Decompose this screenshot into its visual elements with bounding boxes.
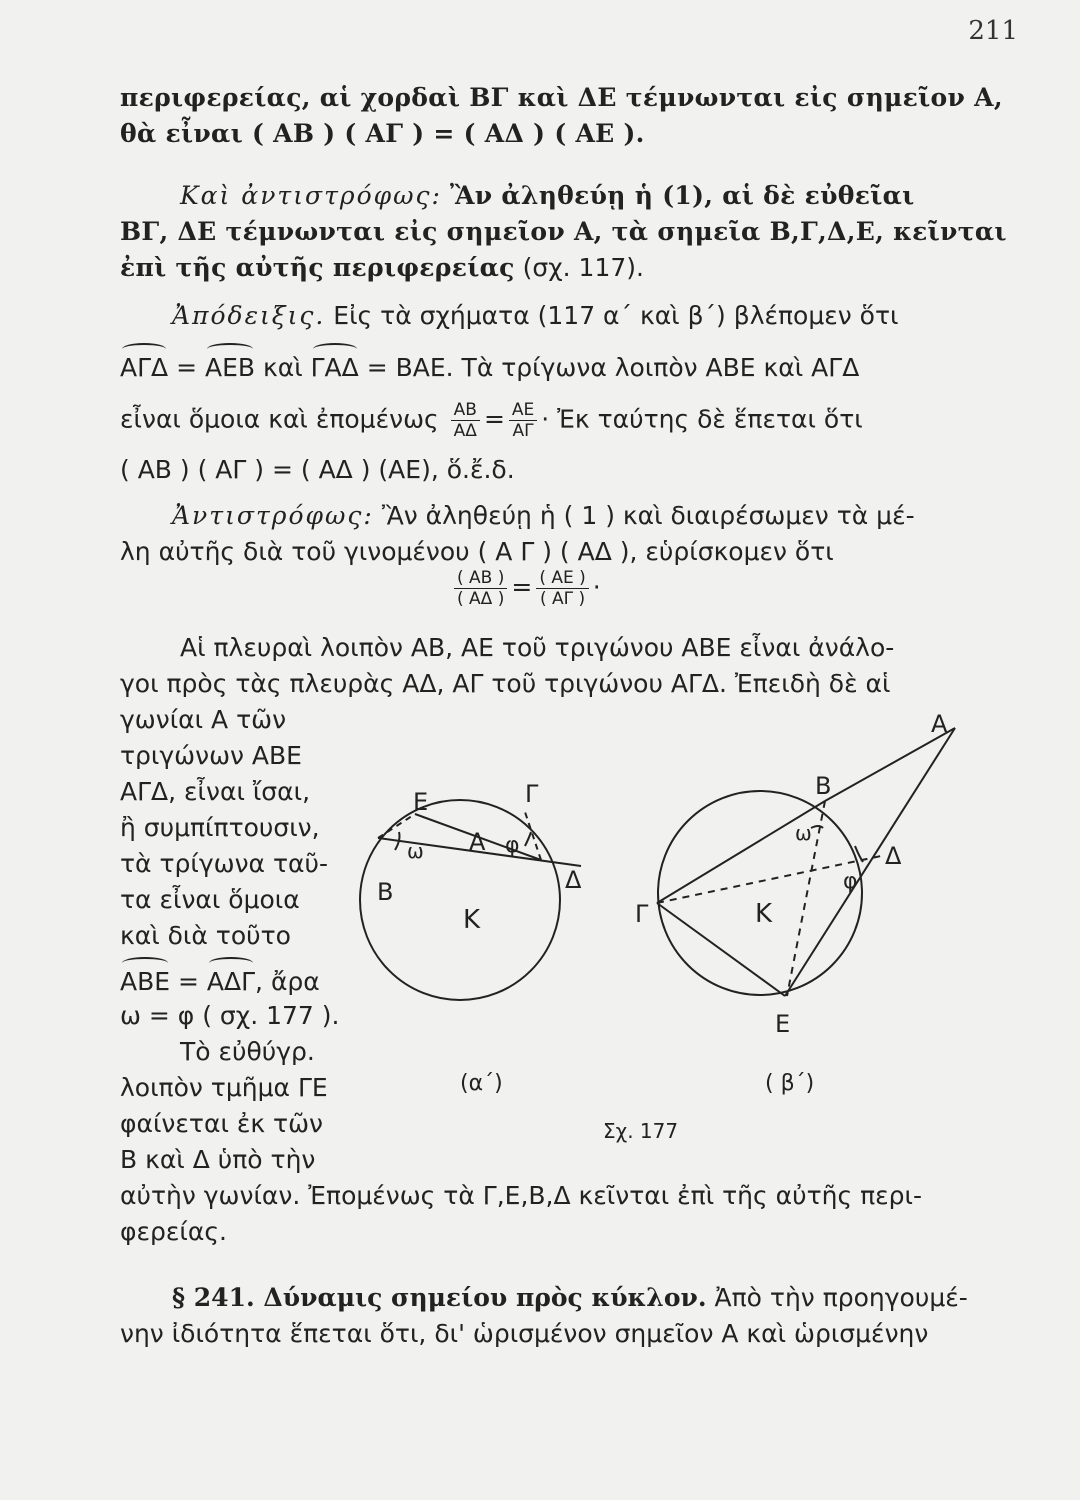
figure-caption: Σχ. 177 bbox=[603, 1119, 679, 1143]
right-circle bbox=[658, 791, 862, 995]
fraction-ab-ad-paren bbox=[454, 568, 507, 609]
fraction-numerator: ΑΒ bbox=[451, 400, 480, 421]
narrow-line-9: ω = φ ( σχ. 177 ). bbox=[120, 1001, 340, 1030]
right-label-phi: φ bbox=[843, 869, 858, 894]
left-label-g: Γ bbox=[525, 780, 539, 808]
left-label-e: Ε bbox=[413, 788, 429, 816]
narrow-line-4: ἢ συμπίπτουσιν, bbox=[120, 813, 320, 842]
angle-adg: ΑΔΓ bbox=[206, 967, 256, 996]
right-label-d: Δ bbox=[885, 842, 902, 870]
line-ea bbox=[785, 728, 955, 996]
proof-label: Ἀπόδειξις. bbox=[172, 301, 326, 330]
fraction-denominator: ΑΔ bbox=[453, 421, 477, 441]
right-label-a: Α bbox=[931, 710, 948, 738]
converse-label: Καὶ ἀντιστρόφως: bbox=[180, 181, 442, 210]
text-line-6 bbox=[172, 300, 899, 332]
fraction-numerator: ΑΕ bbox=[509, 400, 537, 421]
right-label-b: Β bbox=[815, 772, 832, 800]
text-line-16: φερείας. bbox=[120, 1217, 227, 1246]
angle-agd: ΑΓΔ bbox=[120, 353, 169, 382]
fraction-denominator: ( ΑΔ ) bbox=[457, 589, 505, 609]
text-line-17 bbox=[172, 1282, 968, 1314]
page-number: 211 bbox=[968, 16, 1018, 46]
angle-mark-omega-right bbox=[811, 826, 823, 828]
narrow-line-11: λοιπὸν τμῆμα ΓΕ bbox=[120, 1073, 328, 1102]
fraction-ab-ad bbox=[451, 400, 480, 441]
converse-proof-label: Ἀντιστρόφως: bbox=[172, 501, 374, 530]
text-line-5-ref: (σχ. 117). bbox=[522, 253, 644, 282]
narrow-line-5: τὰ τρίγωνα ταῦ- bbox=[120, 849, 328, 878]
text-line-14: γοι πρὸς τὰς πλευρὰς ΑΔ, ΑΓ τοῦ τριγώνου ΑΓΔ. Ἐπειδὴ δὲ αἱ bbox=[120, 669, 891, 698]
right-label-omega: ω bbox=[795, 821, 812, 845]
right-label-e: Ε bbox=[775, 1010, 791, 1038]
text-line-1: περιφερείας, αἱ χορδαὶ ΒΓ καὶ ΔΕ τέμνωνται εἰς σημεῖον Α, bbox=[120, 83, 1003, 112]
fraction-denominator: ΑΓ bbox=[512, 421, 534, 441]
angle-abe: ΑΒΕ bbox=[120, 967, 171, 996]
text-line-7: ΑΓΔ = ΑΕΒ καὶ ΓΑΔ = ΒΑΕ. Τὰ τρίγωνα λοιπὸν ΑΒΕ καὶ ΑΓΔ bbox=[120, 353, 860, 382]
fraction-ae-ag-paren bbox=[536, 568, 588, 609]
dashed-dg bbox=[525, 812, 541, 860]
fraction-ae-ag bbox=[509, 400, 537, 441]
right-label-g: Γ bbox=[635, 900, 649, 928]
text-line-11: λη αὐτῆς διὰ τοῦ γινομένου ( Α Γ ) ( ΑΔ ), εὑρίσκομεν ὅτι bbox=[120, 537, 834, 566]
angle-mark-phi bbox=[525, 832, 531, 846]
figure-177 bbox=[355, 710, 975, 1168]
narrow-line-3: ΑΓΔ, εἶναι ἴσαι, bbox=[120, 777, 311, 806]
text-line-15: αὐτὴν γωνίαν. Ἐπομένως τὰ Γ,Ε,Β,Δ κεῖνται ἐπὶ τῆς αὐτῆς περι- bbox=[120, 1181, 923, 1210]
text-line-8: εἶναι ὅμοια καὶ ἐπομένως $\frac{AB}{A\Delta}$ = $\frac{AE}{A\Gamma}$ · Ἐκ ταύτης δὲ ἕπεται ὅτι bbox=[120, 400, 863, 441]
right-label-k: Κ bbox=[755, 899, 773, 929]
left-label-omega: ω bbox=[407, 839, 424, 863]
text-line-4: ΒΓ, ΔΕ τέμνωνται εἰς σημεῖον Α, τὰ σημεῖα Β,Γ,Δ,Ε, κεῖνται bbox=[120, 217, 1007, 246]
text-line-5-bold: ἐπὶ τῆς αὐτῆς περιφερείας bbox=[120, 253, 515, 282]
narrow-line-7: καὶ διὰ τοῦτο bbox=[120, 921, 291, 950]
text-line-10-rest: Ἂν ἀληθεύῃ ἡ ( 1 ) καὶ διαιρέσωμεν τὰ μέ- bbox=[381, 501, 915, 530]
text-line-17-rest: Ἀπὸ τὴν προηγουμέ- bbox=[714, 1283, 968, 1312]
converse-statement: Ἂν ἀληθεύῃ ἡ (1), αἱ δὲ εὐθεῖαι bbox=[449, 181, 915, 210]
text-line-6-rest: Εἰς τὰ σχήματα (117 α΄ καὶ β΄) βλέπομεν ὅτι bbox=[333, 301, 899, 330]
left-label-a: Α bbox=[469, 828, 486, 856]
left-label-d: Δ bbox=[565, 866, 582, 894]
narrow-line-12: φαίνεται ἐκ τῶν bbox=[120, 1109, 323, 1138]
narrow-line-8: ΑΒΕ = ΑΔΓ, ἄρα bbox=[120, 967, 320, 996]
text-line-2: θὰ εἶναι ( ΑΒ ) ( ΑΓ ) = ( ΑΔ ) ( ΑΕ ). bbox=[120, 119, 645, 148]
narrow-line-10: Τὸ εὐθύγρ. bbox=[180, 1037, 315, 1066]
narrow-line-1: γωνίαι Α τῶν bbox=[120, 705, 287, 734]
angle-gad: ΓΑΔ bbox=[310, 353, 359, 382]
line-ba bbox=[825, 728, 955, 801]
angle-aeb: ΑΕΒ bbox=[204, 353, 256, 382]
left-label-b: Β bbox=[377, 878, 394, 906]
text-line-12: $\frac{( AB )}{( A\Delta )}$ = $\frac{( AE )}{( A\Gamma )}$ · bbox=[450, 568, 601, 609]
text-line-9: ( ΑΒ ) ( ΑΓ ) = ( ΑΔ ) (ΑΕ), ὅ.ἔ.δ. bbox=[120, 455, 515, 484]
left-label-k: Κ bbox=[463, 905, 481, 935]
text-line-8-end: · Ἐκ ταύτης δὲ ἕπεται ὅτι bbox=[541, 404, 863, 434]
section-heading: § 241. Δύναμις σημείου πρὸς κύκλον. bbox=[172, 1283, 707, 1312]
text-line-18: νην ἰδιότητα ἕπεται ὅτι, δι' ὡρισμένον σημεῖον Α καὶ ὡρισμένην bbox=[120, 1319, 929, 1348]
left-caption: (α΄) bbox=[460, 1071, 503, 1096]
text-line-3 bbox=[180, 180, 915, 212]
narrow-line-8-rest: , ἄρα bbox=[255, 967, 320, 996]
narrow-line-13: Β καὶ Δ ὑπὸ τὴν bbox=[120, 1145, 316, 1174]
line-gb bbox=[657, 801, 825, 903]
narrow-line-2: τριγώνων ΑΒΕ bbox=[120, 741, 302, 770]
text-line-8-start: εἶναι ὅμοια καὶ ἐπομένως bbox=[120, 404, 439, 434]
text-line-5 bbox=[120, 252, 644, 284]
text-line-7-rest: ΒΑΕ. Τὰ τρίγωνα λοιπὸν ΑΒΕ καὶ ΑΓΔ bbox=[395, 353, 860, 382]
fraction-numerator: ( ΑΒ ) bbox=[454, 568, 507, 589]
text-line-10 bbox=[172, 500, 915, 532]
text-line-13: Αἱ πλευραὶ λοιπὸν ΑΒ, ΑΕ τοῦ τριγώνου ΑΒΕ εἶναι ἀνάλο- bbox=[180, 633, 895, 662]
narrow-line-6: τα εἶναι ὅμοια bbox=[120, 885, 300, 914]
fraction-denominator: ( ΑΓ ) bbox=[539, 589, 586, 609]
right-caption: ( β΄) bbox=[765, 1071, 815, 1096]
fraction-numerator: ( ΑΕ ) bbox=[536, 568, 588, 589]
left-label-phi: φ bbox=[505, 833, 520, 858]
